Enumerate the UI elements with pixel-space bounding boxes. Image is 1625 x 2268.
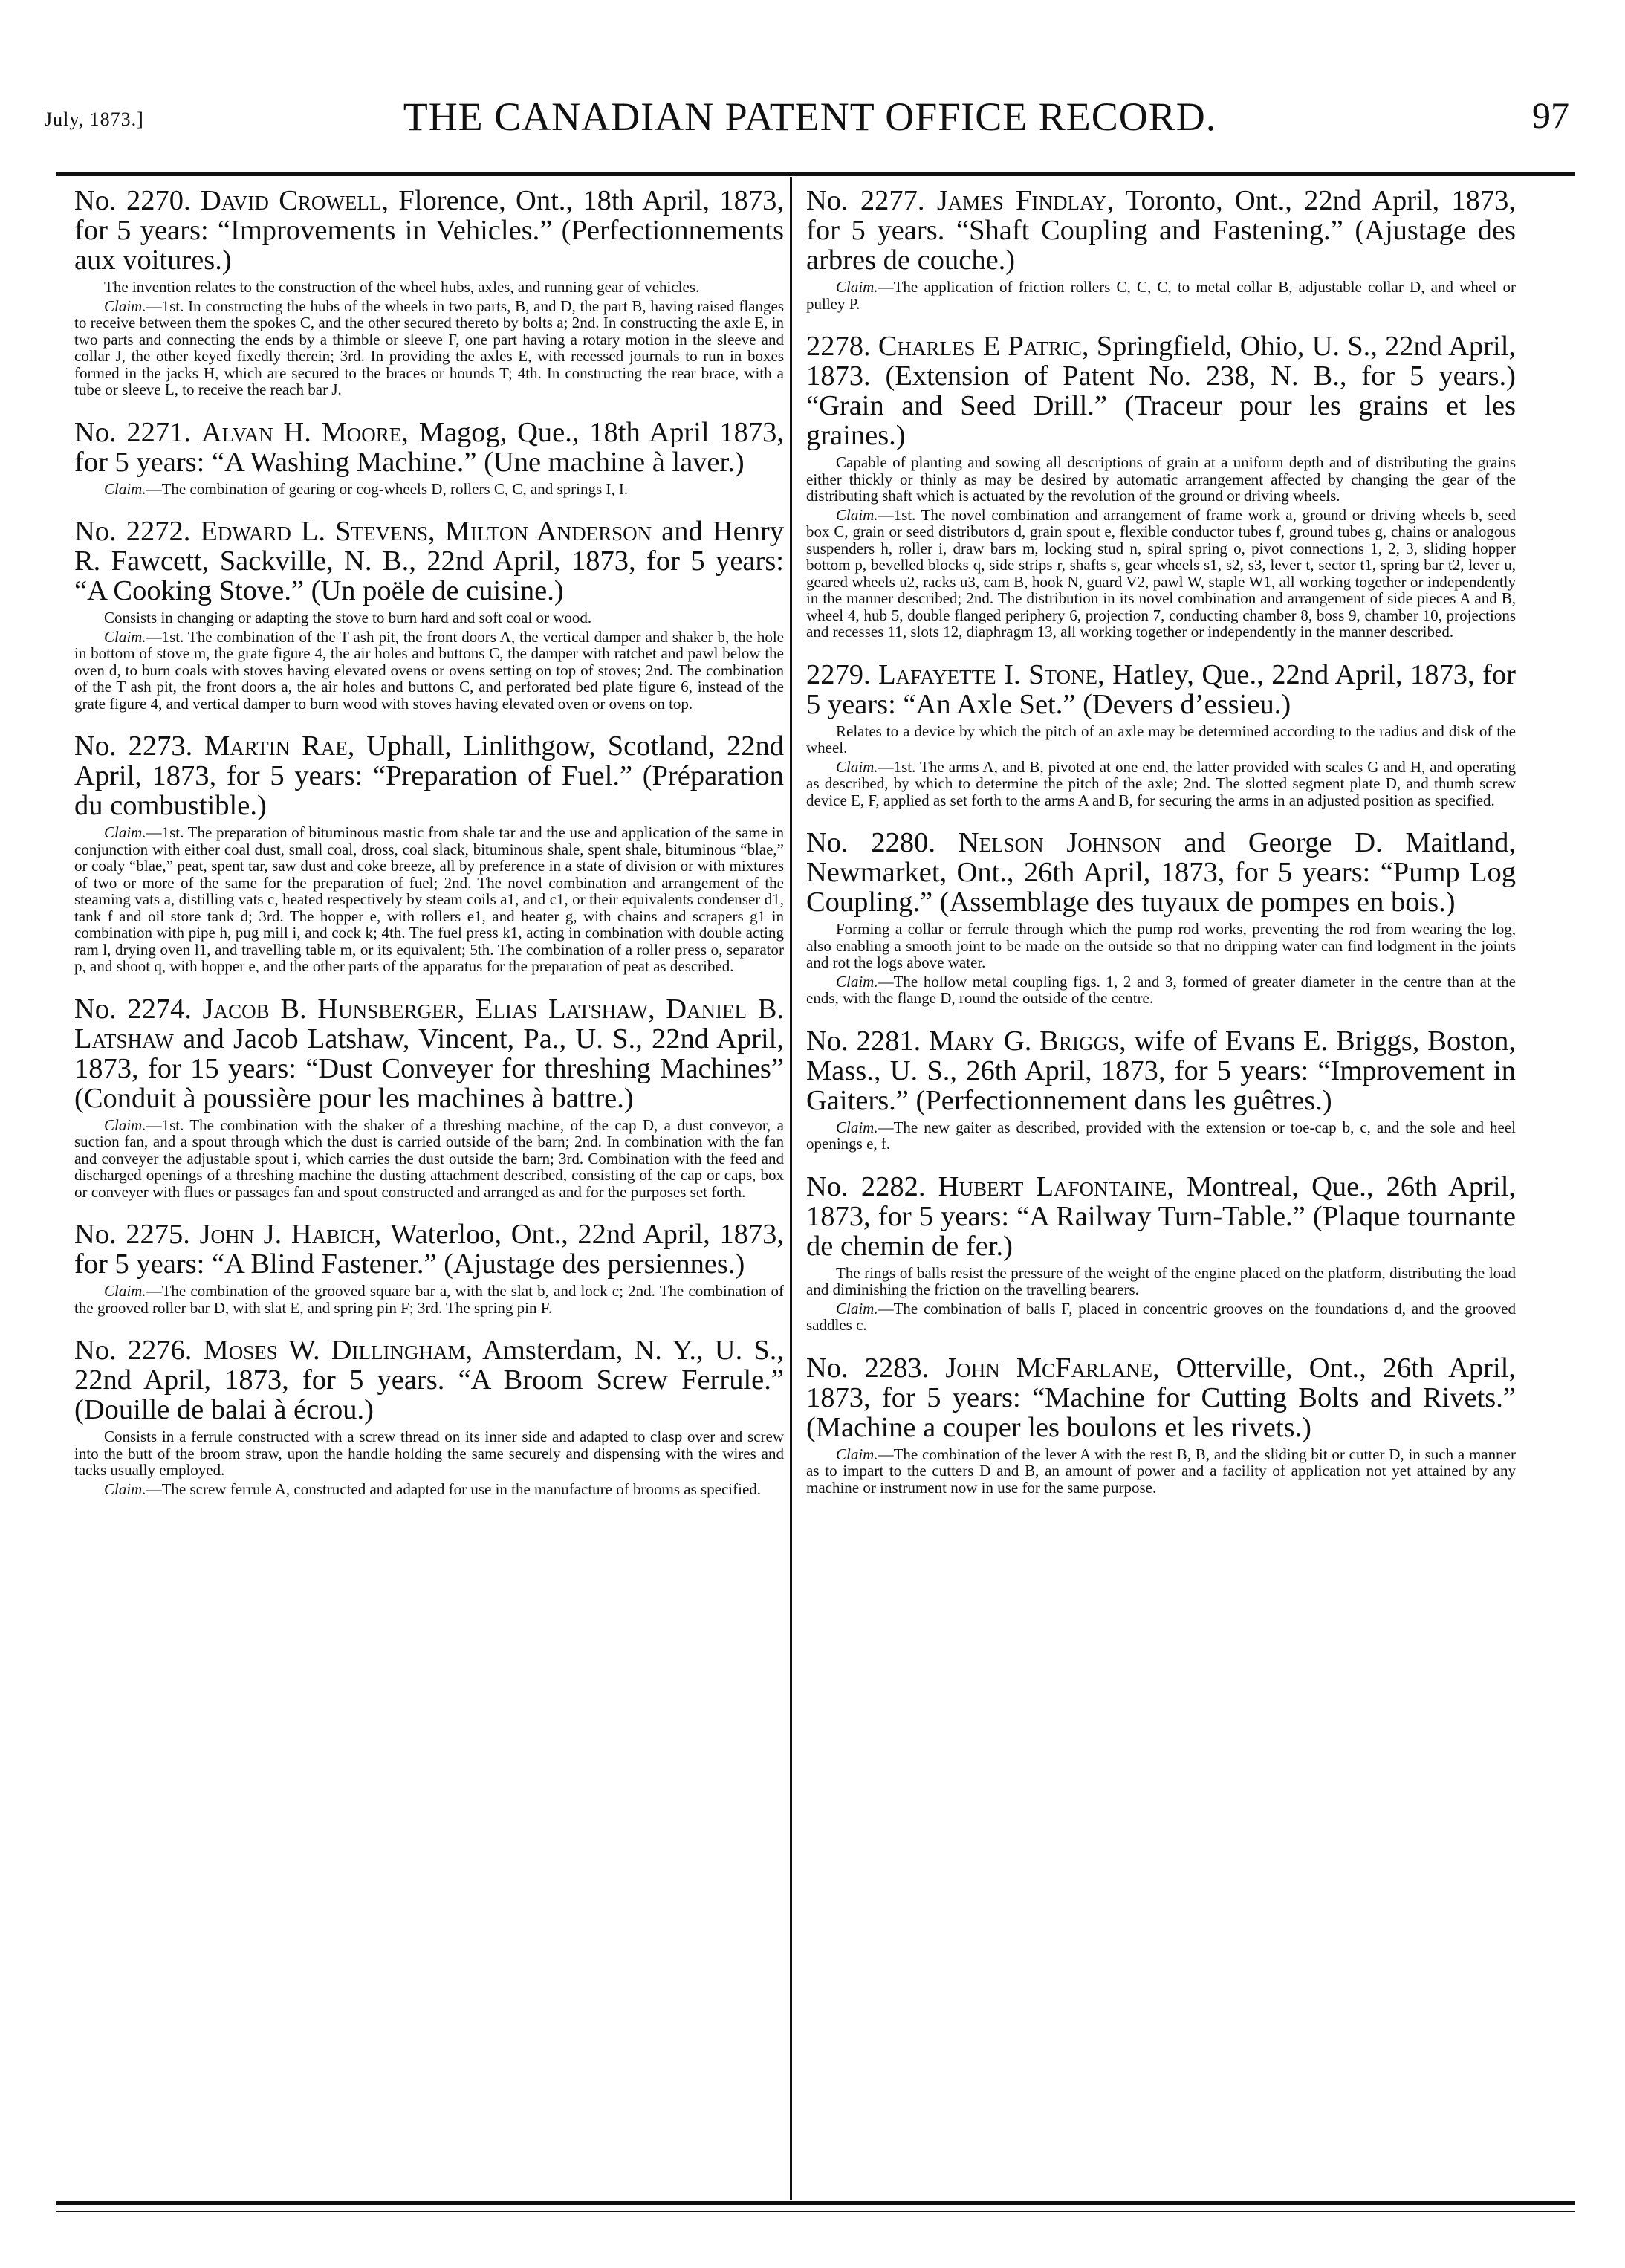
patent-number: No. 2277.	[806, 186, 925, 216]
patent-number: No. 2273.	[74, 730, 193, 762]
patent-entry	[74, 1219, 784, 1316]
claim-label: Claim.	[104, 627, 146, 646]
right-column	[806, 186, 1516, 2196]
description-paragraph	[806, 1265, 1516, 1298]
patentee-names: John J. Habich,	[199, 1219, 382, 1250]
patent-entry	[806, 1353, 1516, 1497]
patent-entry	[74, 418, 784, 498]
patent-details: Montreal, Que., 26th April, 1873, for 5 years: “A Railway Turn-Table.” (Plaque tournante de chemin de fer.)	[806, 1170, 1516, 1262]
patent-heading	[806, 1172, 1516, 1261]
claim-label: Claim.	[836, 1445, 878, 1463]
claim-paragraph	[74, 1283, 784, 1316]
patent-number: No. 2281.	[806, 1025, 921, 1057]
patent-heading	[74, 186, 784, 275]
description-paragraph	[74, 609, 784, 626]
footer-rule-thin	[56, 2211, 1575, 2212]
patent-entry	[806, 1172, 1516, 1334]
patent-details: Uphall, Linlithgow, Scotland, 22nd April, 1873, for 5 years: “Preparation of Fuel.” (Préparation du combustible.)	[74, 730, 784, 821]
claim-paragraph	[806, 279, 1516, 312]
claim-paragraph	[74, 629, 784, 713]
claim-label: Claim.	[104, 479, 146, 498]
patentee-names: Mary G. Briggs,	[929, 1025, 1126, 1057]
paragraph-text: —1st. The combination with the shaker of a threshing machine, of the cap D, a dust conveyor, a suction fan, and a spout through which the dust is carried outside of the barn; 2nd. In combination with the fan and conveyer the adjustable spout i, which carries the dust outside the barn; 3rd. Combination with the feed and discharged openings of a threshing machine the dusting attachment described, consisting of the cap or caps, box or conveyer with flues or passages fan and spout constructed and arranged as and for the purposes set forth.	[74, 1115, 784, 1201]
patent-details: Amsterdam, N. Y., U. S., 22nd April, 1873, for 5 years. “A Broom Screw Ferrule.” (Douille de balai à écrou.)	[74, 1335, 784, 1425]
patent-details: Florence, Ont., 18th April, 1873, for 5 years: “Improvements in Vehicles.” (Perfectionnements aux voitures.)	[74, 186, 784, 276]
paragraph-text: Capable of planting and sowing all descriptions of grain at a uniform depth and of distributing the grains either thickly or thinly as may be desired by automatic arrangement affected by changing the gear of the distributing shaft which is actuated by the revolution of the ground or driving wheels.	[806, 453, 1516, 505]
patent-number: No. 2280.	[806, 827, 936, 858]
patentee-names: John McFarlane,	[945, 1352, 1160, 1384]
page-header	[45, 88, 1575, 147]
patent-number: No. 2282.	[806, 1170, 926, 1202]
patent-entry	[74, 731, 784, 975]
patent-heading	[74, 994, 784, 1113]
patent-heading	[74, 731, 784, 820]
patent-heading	[806, 1353, 1516, 1442]
header-date: July, 1873.]	[45, 108, 144, 130]
patent-number: 2279.	[806, 658, 871, 690]
patent-number: No. 2271.	[74, 416, 192, 448]
paragraph-text: —1st. The arms A, and B, pivoted at one end, the latter provided with scales G and H, and operating as described, by which to determine the pitch of the axle; 2nd. The slotted segment plate D, and thumb screw device E, F, applied as set forth to the arms A and B, for securing the arms in an adjusted position as specified.	[806, 757, 1516, 809]
patentee-names: David Crowell,	[201, 186, 389, 216]
description-paragraph	[806, 454, 1516, 505]
patentee-names: James Findlay,	[936, 186, 1115, 216]
description-paragraph	[806, 723, 1516, 756]
patentee-names: Hubert Lafontaine,	[938, 1170, 1174, 1202]
paragraph-text: —The combination of balls F, placed in concentric grooves on the foundations d, and the grooved saddles c.	[806, 1299, 1516, 1334]
paragraph-text: —The application of friction rollers C, C, C, to metal collar B, adjustable collar D, and wheel or pulley P.	[806, 278, 1516, 313]
paragraph-text: Relates to a device by which the pitch of an axle may be determined according to the radius and disk of the wheel.	[806, 722, 1516, 756]
description-paragraph	[74, 1428, 784, 1479]
paragraph-text: Forming a collar or ferrule through which the pump rod works, preventing the rod from wearing the log, also enabling a smooth joint to be made on the outside so that no dripping water can find lodgment in the joints and rot the logs above water.	[806, 920, 1516, 971]
paragraph-text: —The combination of the lever A with the rest B, B, and the sliding bit or cutter D, in such a manner as to impart to the cutters D and B, an amount of power and a facility of application not yet attained by any machine or instrument now in use for the same purpose.	[806, 1445, 1516, 1497]
patent-details: Waterloo, Ont., 22nd April, 1873, for 5 years: “A Blind Fastener.” (Ajustage des persiennes.)	[74, 1219, 784, 1280]
patent-number: No. 2276.	[74, 1335, 192, 1366]
patent-number: No. 2274.	[74, 993, 192, 1025]
claim-label: Claim.	[104, 1115, 146, 1134]
patent-details: wife of Evans E. Briggs, Boston, Mass., U. S., 26th April, 1873, for 5 years: “Improvement in Gaiters.” (Perfectionnement dans les guêtres.)	[806, 1025, 1516, 1116]
patent-heading	[74, 1219, 784, 1279]
claim-paragraph	[806, 507, 1516, 641]
claim-paragraph	[806, 1446, 1516, 1497]
patentee-names: Charles E Patric,	[878, 331, 1089, 362]
paragraph-text: —1st. The preparation of bituminous mastic from shale tar and the use and application of the same in conjunction with either coal dust, small coal, dross, coal slack, bituminous shale, spent shale, bituminous “blae,” or coaly “blae,” peat, spent tar, saw dust and coke breeze, all by preference in a state of division or with mixtures of two or more of the same for the preparation of fuel; 2nd. The novel combination and arrangement of the steaming vats a, distilling vats c, heated respectively by steam coils a1, and c1, or their equivalents condenser d1, tank f and oil store tank d; 3rd. The hopper e, with rollers e1, and heater g, with chains and scrapers g1 in combination with pipe h, pug mill i, and cock k; 4th. The fuel press k1, acting in combination with double acting ram l, drying oven l1, and travelling table m, or its equivalent; 5th. The combination of a roller press o, separator p, and shoot q, with hopper e, and the other parts of the apparatus for the preparation of peat as described.	[74, 823, 784, 975]
patent-details: Toronto, Ont., 22nd April, 1873, for 5 years. “Shaft Coupling and Fastening.” (Ajustage des arbres de couche.)	[806, 186, 1516, 276]
paragraph-text: —The combination of the grooved square bar a, with the slat b, and lock c; 2nd. The combination of the grooved roller bar D, with slat E, and spring pin F; 3rd. The spring pin F.	[74, 1282, 784, 1317]
header-rule	[56, 172, 1575, 176]
paragraph-text: —1st. The novel combination and arrangement of frame work a, ground or driving wheels b, seed box C, grain or seed distributors d, grain spout e, flexible conductor tubes f, ground tubes g, chains or analogous suspenders h, roller i, draw bars m, locking stud n, spiral spring o, pivot connections 1, 2, 3, sliding hopper bottom p, bevelled blocks q, side strips r, shafts s, gear wheels s1, s2, s3, lever t, sector t1, spring bar t2, lever u, geared wheels u2, racks u3, cam B, hook N, guard V2, pawl W, staple W1, all working together or independently in the manner described; 2nd. The distribution in its novel combination and arrangement of side pieces A and B, wheel 4, hub 5, double flanged periphery 6, projection 7, conducting chamber 8, boss 9, chamber 10, projections and recesses 11, slots 12, diaphragm 13, all working together or independently in the manner described.	[806, 505, 1516, 641]
claim-paragraph	[74, 1481, 784, 1498]
patent-entry	[806, 1026, 1516, 1153]
patentee-names: Martin Rae,	[204, 730, 355, 762]
header-title: THE CANADIAN PATENT OFFICE RECORD.	[403, 94, 1217, 139]
patent-details: Hatley, Que., 22nd April, 1873, for 5 years: “An Axle Set.” (Devers d’essieu.)	[806, 658, 1516, 720]
description-paragraph	[806, 921, 1516, 971]
claim-label: Claim.	[104, 823, 146, 841]
claim-paragraph	[74, 824, 784, 975]
claim-label: Claim.	[836, 505, 878, 524]
footer-rule	[56, 2201, 1575, 2205]
paragraph-text: —The screw ferrule A, constructed and adapted for use in the manufacture of brooms as specified.	[146, 1480, 762, 1498]
patentee-names: Nelson Johnson	[958, 827, 1161, 858]
patent-entry	[806, 186, 1516, 312]
claim-paragraph	[806, 759, 1516, 809]
patentee-names: Alvan H. Moore,	[201, 416, 409, 448]
patent-details: and Jacob Latshaw, Vincent, Pa., U. S., 22nd April, 1873, for 15 years: “Dust Conveyer for threshing Machines” (Conduit à poussière pour les machines à battre.)	[74, 1023, 784, 1114]
column-divider	[790, 177, 792, 2200]
patentee-names: Moses W. Dillingham,	[203, 1335, 473, 1366]
claim-label: Claim.	[104, 1480, 146, 1498]
claim-paragraph	[806, 1119, 1516, 1153]
claim-paragraph	[806, 1300, 1516, 1334]
paragraph-text: —1st. In constructing the hubs of the wheels in two parts, B, and D, the part B, having raised flanges to receive between them the spokes C, and the other secured thereto by bolts a; 2nd. In constructing the axle E, in two parts and connecting the ends by a thimble or sleeve F, one part having a rotary motion in the sleeve and collar J, the other keyed fixedly therein; 3rd. In providing the axles E, with recessed journals to run in boxes formed in the jacks H, which are secured to the braces or hounds T; 4th. In constructing the rear brace, with a tube or sleeve L, to receive the reach bar J.	[74, 297, 784, 398]
patent-details: Otterville, Ont., 26th April, 1873, for 5 years: “Machine for Cutting Bolts and Rivets.” (Machine a couper les boulons et les rivets.)	[806, 1352, 1516, 1443]
patent-entry	[806, 828, 1516, 1007]
patent-heading	[806, 828, 1516, 917]
patent-number: No. 2275.	[74, 1219, 190, 1250]
patent-entry	[806, 660, 1516, 809]
patent-heading	[806, 1026, 1516, 1115]
claim-label: Claim.	[104, 297, 146, 315]
patent-details: Springfield, Ohio, U. S., 22nd April, 1873. (Extension of Patent No. 238, N. B., for 5 years.) “Grain and Seed Drill.” (Traceur pour les grains et les graines.)	[806, 331, 1516, 451]
patent-entry	[74, 1335, 784, 1497]
paragraph-text: The invention relates to the construction of the wheel hubs, axles, and running gear of vehicles.	[104, 278, 700, 296]
patent-entry	[74, 994, 784, 1201]
patentee-names: Lafayette I. Stone,	[878, 658, 1105, 690]
patent-heading	[806, 660, 1516, 719]
patent-details: and George D. Maitland, Newmarket, Ont., 26th April, 1873, for 5 years: “Pump Log Coupling.” (Assemblage des tuyaux de pompes en bois.)	[806, 827, 1516, 918]
patent-number: No. 2270.	[74, 186, 191, 216]
claim-paragraph	[74, 1117, 784, 1201]
patentee-names: Edward L. Stevens, Milton Anderson	[200, 516, 652, 547]
paragraph-text: —The hollow metal coupling figs. 1, 2 and 3, formed of greater diameter in the centre than at the ends, with the flange D, round the outside of the centre.	[806, 972, 1516, 1007]
patent-number: 2278.	[806, 331, 871, 362]
claim-paragraph	[74, 298, 784, 398]
patent-number: No. 2272.	[74, 516, 191, 547]
patent-heading	[806, 186, 1516, 275]
patent-entry	[74, 186, 784, 398]
paragraph-text: —The new gaiter as described, provided with the extension or toe-cap b, c, and the sole and heel openings e, f.	[806, 1118, 1516, 1153]
paragraph-text: Consists in changing or adapting the stove to burn hard and soft coal or wood.	[104, 609, 592, 626]
patent-details: Magog, Que., 18th April 1873, for 5 years: “A Washing Machine.” (Une machine à laver.)	[74, 416, 784, 478]
claim-paragraph	[74, 481, 784, 498]
patent-number: No. 2283.	[806, 1352, 930, 1384]
patentee-names: Jacob B. Hunsberger, Elias Latshaw, Daniel B. Latshaw	[74, 993, 784, 1054]
claim-label: Claim.	[836, 972, 878, 991]
paragraph-text: —The combination of gearing or cog-wheels D, rollers C, C, and springs I, I.	[146, 479, 629, 498]
patent-heading	[806, 331, 1516, 450]
claim-label: Claim.	[104, 1282, 146, 1300]
patent-details: and Henry R. Fawcett, Sackville, N. B., 22nd April, 1873, for 5 years: “A Cooking Stove.” (Un poële de cuisine.)	[74, 516, 784, 606]
paragraph-text: —1st. The combination of the T ash pit, the front doors A, the vertical damper and shaker b, the hole in bottom of stove m, the grate figure 4, the air holes and buttons C, the damper with ratchet and pawl below the oven d, to burn coals with stoves having elevated ovens or ovens setting on top of stoves; 2nd. The combination of the T ash pit, the front doors a, the air holes and buttons C, and perforated bed plate figure 6, instead of the grate figure 4, and vertical damper to burn wood with stoves having elevated oven or ovens on top.	[74, 627, 784, 713]
patent-heading	[74, 516, 784, 606]
claim-label: Claim.	[836, 278, 878, 296]
claim-label: Claim.	[836, 1299, 878, 1318]
patent-heading	[74, 418, 784, 477]
left-column	[74, 186, 784, 2196]
description-paragraph	[74, 279, 784, 296]
claim-label: Claim.	[836, 757, 878, 776]
patent-entry	[74, 516, 784, 712]
page-number: 97	[1532, 94, 1569, 136]
claim-label: Claim.	[836, 1118, 878, 1136]
paragraph-text: The rings of balls resist the pressure of the weight of the engine placed on the platform, distributing the load and diminishing the friction on the travelling bearers.	[806, 1263, 1516, 1298]
patent-entry	[806, 331, 1516, 641]
claim-paragraph	[806, 973, 1516, 1007]
patent-heading	[74, 1335, 784, 1425]
paragraph-text: Consists in a ferrule constructed with a screw thread on its inner side and adapted to clasp over and screw into the butt of the broom straw, upon the handle holding the same securely and dispensing with the wires and tacks usually employed.	[74, 1428, 784, 1479]
